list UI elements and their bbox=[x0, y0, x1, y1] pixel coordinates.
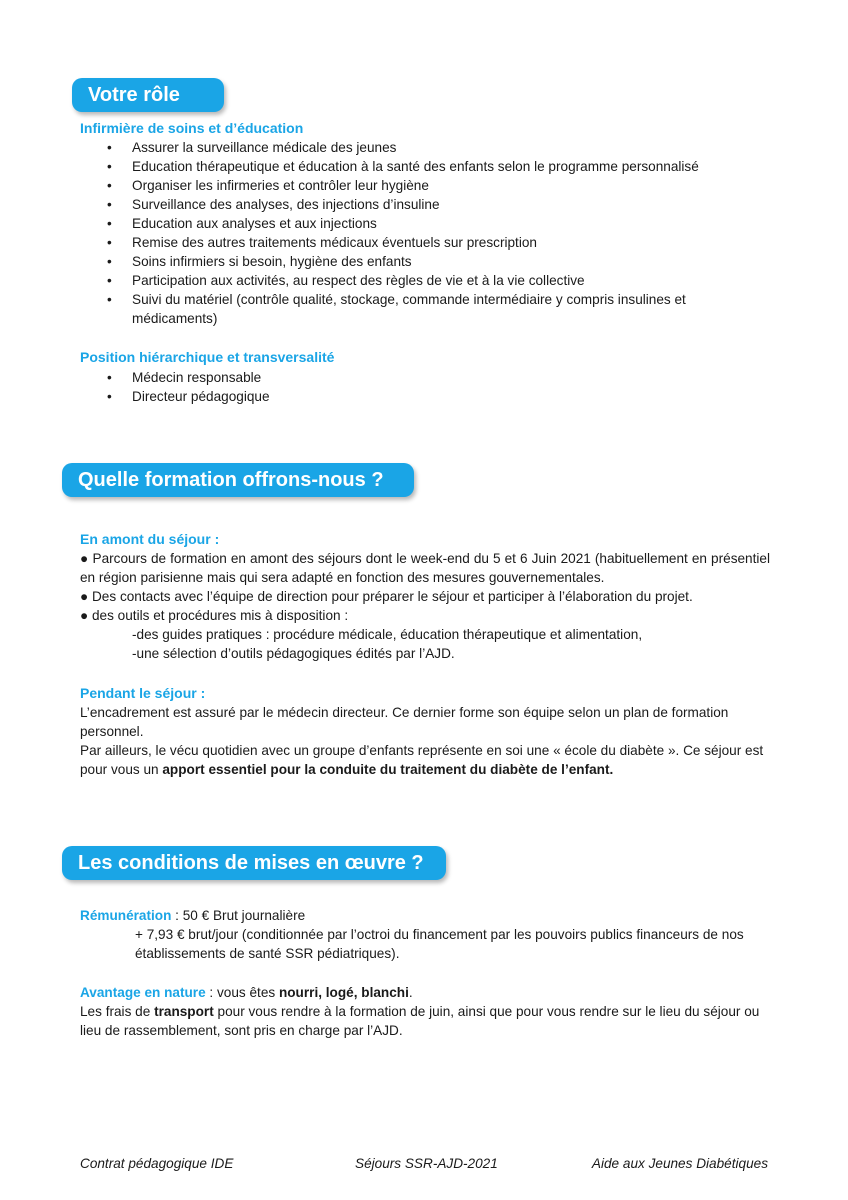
avantage-line bbox=[80, 983, 770, 1002]
avantage-label: Avantage en nature bbox=[80, 985, 206, 1000]
list-item: • Surveillance des analyses, des injections d’insuline bbox=[80, 195, 780, 214]
avantage-bold: nourri, logé, blanchi bbox=[278, 985, 409, 1000]
transport-bold: transport bbox=[154, 1004, 214, 1019]
list-item: • Education aux analyses et aux injections bbox=[80, 214, 780, 233]
subheading-infirmiere: Infirmière de soins et d’éducation bbox=[80, 120, 304, 136]
footer-center: Séjours SSR-AJD-2021 bbox=[355, 1156, 498, 1171]
avantage-text: : vous êtes bbox=[205, 985, 279, 1000]
section-title: Les conditions de mises en œuvre ? bbox=[78, 852, 424, 874]
vecu-text: Par ailleurs, le vécu quotidien avec un groupe d’enfants représente en soi une « école du diabète ». Ce séjour est pour vous un bbox=[80, 743, 764, 777]
remuneration-value: : 50 € Brut journalière bbox=[171, 908, 306, 923]
bullet-list-duties bbox=[80, 138, 780, 328]
list-item: • Soins infirmiers si besoin, hygiène des enfants bbox=[80, 252, 780, 271]
transport-text-start: Les frais de bbox=[80, 1004, 155, 1019]
transport-paragraph bbox=[80, 1002, 770, 1040]
avantage-end: . bbox=[408, 985, 413, 1000]
formation-paragraph: ● Parcours de formation en amont des séjours dont le week-end du 5 et 6 Juin 2021 (habituellement en présentiel en région parisienne mais qui sera adapté en fonction des mesures gouvernementales. bbox=[80, 551, 770, 585]
en-amont-block bbox=[80, 549, 770, 663]
section-formation-header bbox=[62, 463, 414, 497]
list-item: • Remise des autres traitements médicaux éventuels sur prescription bbox=[80, 233, 780, 252]
list-item: • Education thérapeutique et éducation à la santé des enfants selon le programme personnalisé bbox=[80, 157, 780, 176]
pendant-block bbox=[80, 703, 770, 779]
list-item: • Suivi du matériel (contrôle qualité, stockage, commande intermédiaire y compris insulines et médicaments) bbox=[80, 290, 732, 328]
subheading-position: Position hiérarchique et transversalité bbox=[80, 349, 335, 365]
remuneration-block bbox=[80, 906, 770, 963]
avantage-block bbox=[80, 983, 770, 1040]
remuneration-line bbox=[80, 906, 770, 925]
section-conditions-header bbox=[62, 846, 446, 880]
list-item: • Médecin responsable bbox=[80, 368, 780, 387]
transport-text-end: pour vous rendre à la formation de juin, ainsi que pour vous rendre sur le lieu du séjour ou lieu de rassemblement, sont pris en charge par l’AJD. bbox=[80, 1004, 760, 1038]
remuneration-label: Rémunération bbox=[80, 908, 172, 923]
bullet-list-hierarchy bbox=[80, 368, 780, 406]
section-title: Quelle formation offrons-nous ? bbox=[78, 469, 384, 491]
tools-paragraph: ● des outils et procédures mis à disposition : bbox=[80, 608, 349, 623]
list-item: • Participation aux activités, au respect des règles de vie et à la vie collective bbox=[80, 271, 780, 290]
vecu-paragraph bbox=[80, 741, 770, 779]
list-item: • Assurer la surveillance médicale des jeunes bbox=[80, 138, 780, 157]
encadrement-paragraph: L’encadrement est assuré par le médecin directeur. Ce dernier forme son équipe selon un plan de formation personnel. bbox=[80, 705, 729, 739]
remuneration-extra: + 7,93 € brut/jour (conditionnée par l’octroi du financement par les pouvoirs publics financeurs de nos établissements de santé SSR pédiatriques). bbox=[135, 927, 744, 961]
footer-left: Contrat pédagogique IDE bbox=[80, 1156, 234, 1171]
section-votre-role-header bbox=[72, 78, 224, 112]
list-item: • Directeur pédagogique bbox=[80, 387, 780, 406]
vecu-bold-text: apport essentiel pour la conduite du traitement du diabète de l’enfant. bbox=[162, 762, 614, 777]
tools-sub-item: -une sélection d’outils pédagogiques édités par l’AJD. bbox=[132, 646, 455, 661]
contacts-paragraph: ● Des contacts avec l’équipe de direction pour préparer le séjour et participer à l’élaboration du projet. bbox=[80, 589, 693, 604]
section-title: Votre rôle bbox=[88, 84, 180, 106]
footer-right: Aide aux Jeunes Diabétiques bbox=[591, 1156, 768, 1171]
tools-sub-item: -des guides pratiques : procédure médicale, éducation thérapeutique et alimentation, bbox=[132, 627, 643, 642]
subheading-en-amont: En amont du séjour : bbox=[80, 531, 220, 547]
list-item: • Organiser les infirmeries et contrôler leur hygiène bbox=[80, 176, 780, 195]
subheading-pendant: Pendant le séjour : bbox=[80, 685, 206, 701]
